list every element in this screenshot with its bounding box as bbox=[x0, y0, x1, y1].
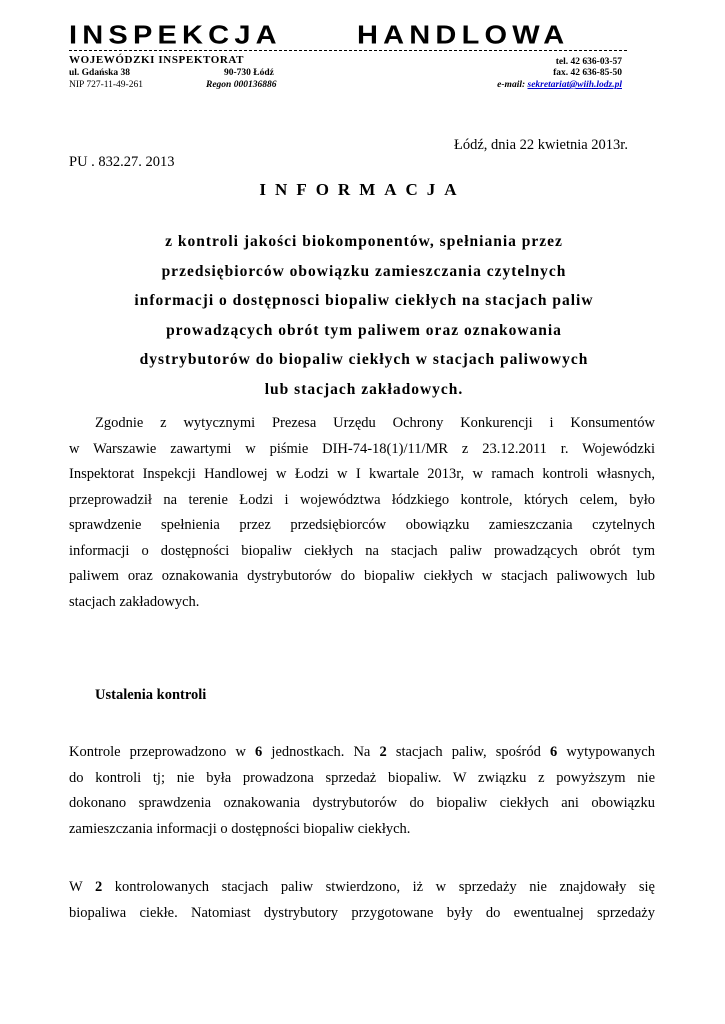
text-run: Kontrole przeprowadzono w bbox=[69, 744, 256, 760]
reference-number: PU . 832.27. 2013 bbox=[69, 154, 175, 170]
paragraph-line: do kontroli tj; nie była prowadzona sprzedaż biopaliw. W związku z powyższym nie bbox=[69, 769, 655, 786]
paragraph-line: biopaliwa ciekłe. Natomiast dystrybutory przygotowane były do ewentualnej sprzedaży bbox=[69, 904, 655, 921]
paragraph-line bbox=[69, 740, 655, 766]
email-label: e-mail: bbox=[497, 80, 526, 90]
findings-paragraph-2 bbox=[69, 875, 655, 926]
text-run: stacjach paliw, spośród bbox=[386, 744, 551, 760]
masthead-title bbox=[69, 21, 627, 50]
paragraph-line: w Warszawie zawartymi w piśmie DIH-74-18(1)/11/MR z 23.12.2011 r. Wojewódzki bbox=[69, 440, 655, 457]
document-title: INFORMACJA bbox=[259, 180, 466, 199]
masthead-word-1: INSPEKCJA bbox=[69, 21, 282, 50]
text-run: jednostkach. Na bbox=[262, 744, 380, 760]
masthead-word-2: HANDLOWA bbox=[357, 21, 570, 50]
subtitle-line: dystrybutorów do biopaliw ciekłych w stacjach paliwowych bbox=[139, 351, 589, 368]
subtitle-line: przedsiębiorców obowiązku zamieszczania czytelnych bbox=[161, 262, 567, 280]
count-value: 2 bbox=[379, 744, 387, 760]
subtitle-line: lub stacjach zakładowych. bbox=[264, 380, 464, 398]
count-value: 6 bbox=[255, 744, 263, 760]
paragraph-line: sprawdzenie spełnienia przez przedsiębiorców obowiązku zamieszczania czytelnych bbox=[69, 517, 655, 533]
postal-city: 90-730 Łódź bbox=[224, 68, 274, 78]
intro-paragraph bbox=[69, 411, 655, 615]
paragraph-line: informacji o dostępności biopaliw ciekłych na stacjach paliw prowadzących obrót tym bbox=[69, 542, 655, 559]
document-subtitle bbox=[69, 227, 659, 404]
paragraph-line bbox=[69, 875, 655, 901]
email-link[interactable]: sekretariat@wiih.lodz.pl bbox=[527, 80, 622, 90]
paragraph-line: Inspektorat Inspekcji Handlowej w Łodzi w I kwartale 2013r, w ramach kontroli własnych, bbox=[69, 466, 655, 482]
subtitle-line: prowadzących obrót tym paliwem oraz oznakowania bbox=[166, 321, 562, 339]
text-run: wytypowanych bbox=[557, 744, 655, 760]
nip-number: NIP 727-11-49-261 bbox=[69, 80, 143, 90]
paragraph-line: zamieszczania informacji o dostępności biopaliw ciekłych. bbox=[69, 820, 411, 837]
regon-number: Regon 000136886 bbox=[206, 80, 277, 90]
text-run: kontrolowanych stacjach paliw stwierdzono, iż w sprzedaży nie znajdowały się bbox=[102, 879, 655, 895]
text-run: W bbox=[69, 879, 95, 895]
count-value: 6 bbox=[550, 744, 558, 760]
subtitle-line: informacji o dostępnosci biopaliw ciekłych na stacjach paliw bbox=[134, 292, 594, 309]
phone-number: tel. 42 636-03-57 bbox=[555, 57, 622, 67]
office-name: WOJEWÓDZKI INSPEKTORAT bbox=[69, 54, 245, 66]
fax-number: fax. 42 636-85-50 bbox=[553, 68, 622, 78]
place-date: Łódź, dnia 22 kwietnia 2013r. bbox=[454, 137, 628, 153]
findings-paragraph-1 bbox=[69, 740, 655, 842]
section-heading: Ustalenia kontroli bbox=[95, 687, 207, 703]
count-value: 2 bbox=[94, 879, 103, 895]
street-address: ul. Gdańska 38 bbox=[69, 68, 130, 78]
subtitle-line: z kontroli jakości biokomponentów, spełniania przez bbox=[165, 233, 563, 250]
paragraph-line: stacjach zakładowych. bbox=[69, 593, 200, 610]
paragraph-line: paliwem oraz oznakowania dystrybutorów do biopaliw ciekłych w stacjach paliwowych lub bbox=[69, 568, 655, 584]
paragraph-line: Zgodnie z wytycznymi Prezesa Urzędu Ochrony Konkurencji i Konsumentów bbox=[95, 415, 655, 431]
header-divider bbox=[69, 50, 627, 51]
paragraph-line: dokonano sprawdzenia oznakowania dystrybutorów do biopaliw ciekłych ani obowiązku bbox=[69, 795, 655, 811]
paragraph-line: przeprowadził na terenie Łodzi i województwa łódzkiego kontrole, których celem, było bbox=[69, 491, 655, 508]
email-line bbox=[497, 80, 622, 91]
